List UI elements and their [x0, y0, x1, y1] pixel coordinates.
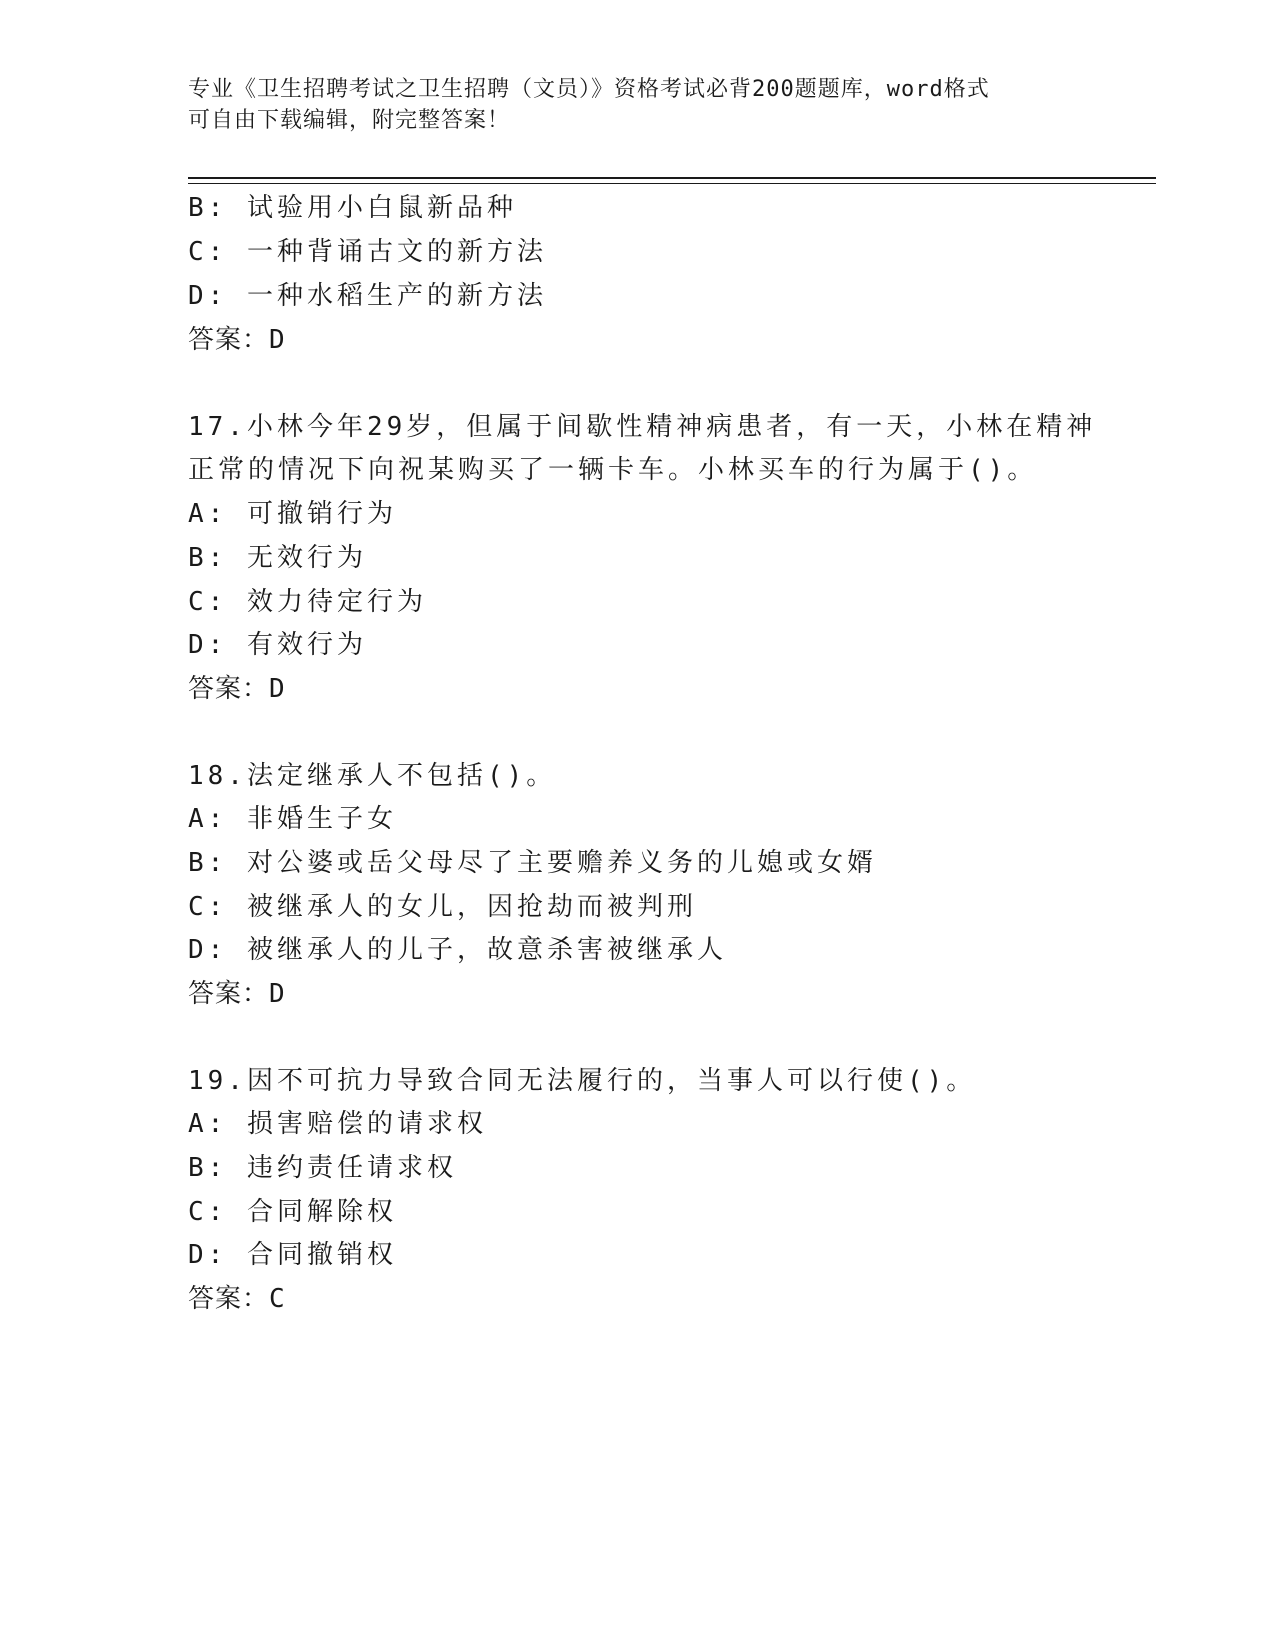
q16-option-b: B: 试验用小白鼠新品种	[188, 193, 517, 223]
q19-option-a: A: 损害赔偿的请求权	[188, 1109, 487, 1139]
header-divider-thick	[188, 177, 1156, 179]
q17-stem-line-1: 17.小林今年29岁，但属于间歇性精神病患者，有一天，小林在精神	[188, 412, 1097, 442]
q18-option-b: B: 对公婆或岳父母尽了主要赡养义务的儿媳或女婿	[188, 848, 877, 878]
q16-answer: 答案：D	[188, 325, 286, 355]
q16-option-c: C: 一种背诵古文的新方法	[188, 237, 547, 267]
q17-option-c: C: 效力待定行为	[188, 587, 427, 617]
q17-option-a: A: 可撤销行为	[188, 499, 397, 529]
q17-option-b: B: 无效行为	[188, 543, 367, 573]
q19-option-d: D: 合同撤销权	[188, 1240, 397, 1270]
q18-stem: 18.法定继承人不包括()。	[188, 761, 557, 791]
q17-option-d: D: 有效行为	[188, 630, 367, 660]
q17-stem-line-2: 正常的情况下向祝某购买了一辆卡车。小林买车的行为属于()。	[188, 455, 1038, 485]
q19-answer: 答案：C	[188, 1284, 286, 1314]
q19-stem: 19.因不可抗力导致合同无法履行的，当事人可以行使()。	[188, 1066, 977, 1096]
q18-option-c: C: 被继承人的女儿，因抢劫而被判刑	[188, 892, 697, 922]
q16-option-d: D: 一种水稻生产的新方法	[188, 281, 547, 311]
q18-option-d: D: 被继承人的儿子，故意杀害被继承人	[188, 935, 727, 965]
q17-answer: 答案：D	[188, 674, 286, 704]
q18-option-a: A: 非婚生子女	[188, 804, 397, 834]
q19-option-b: B: 违约责任请求权	[188, 1153, 457, 1183]
q19-option-c: C: 合同解除权	[188, 1197, 397, 1227]
q18-answer: 答案：D	[188, 979, 286, 1009]
header-line-2: 可自由下载编辑，附完整答案！	[188, 108, 511, 133]
document-header	[188, 74, 1088, 136]
header-line-1: 专业《卫生招聘考试之卫生招聘（文员）》资格考试必背200题题库，word格式	[188, 77, 990, 102]
header-divider-thin	[188, 183, 1156, 184]
